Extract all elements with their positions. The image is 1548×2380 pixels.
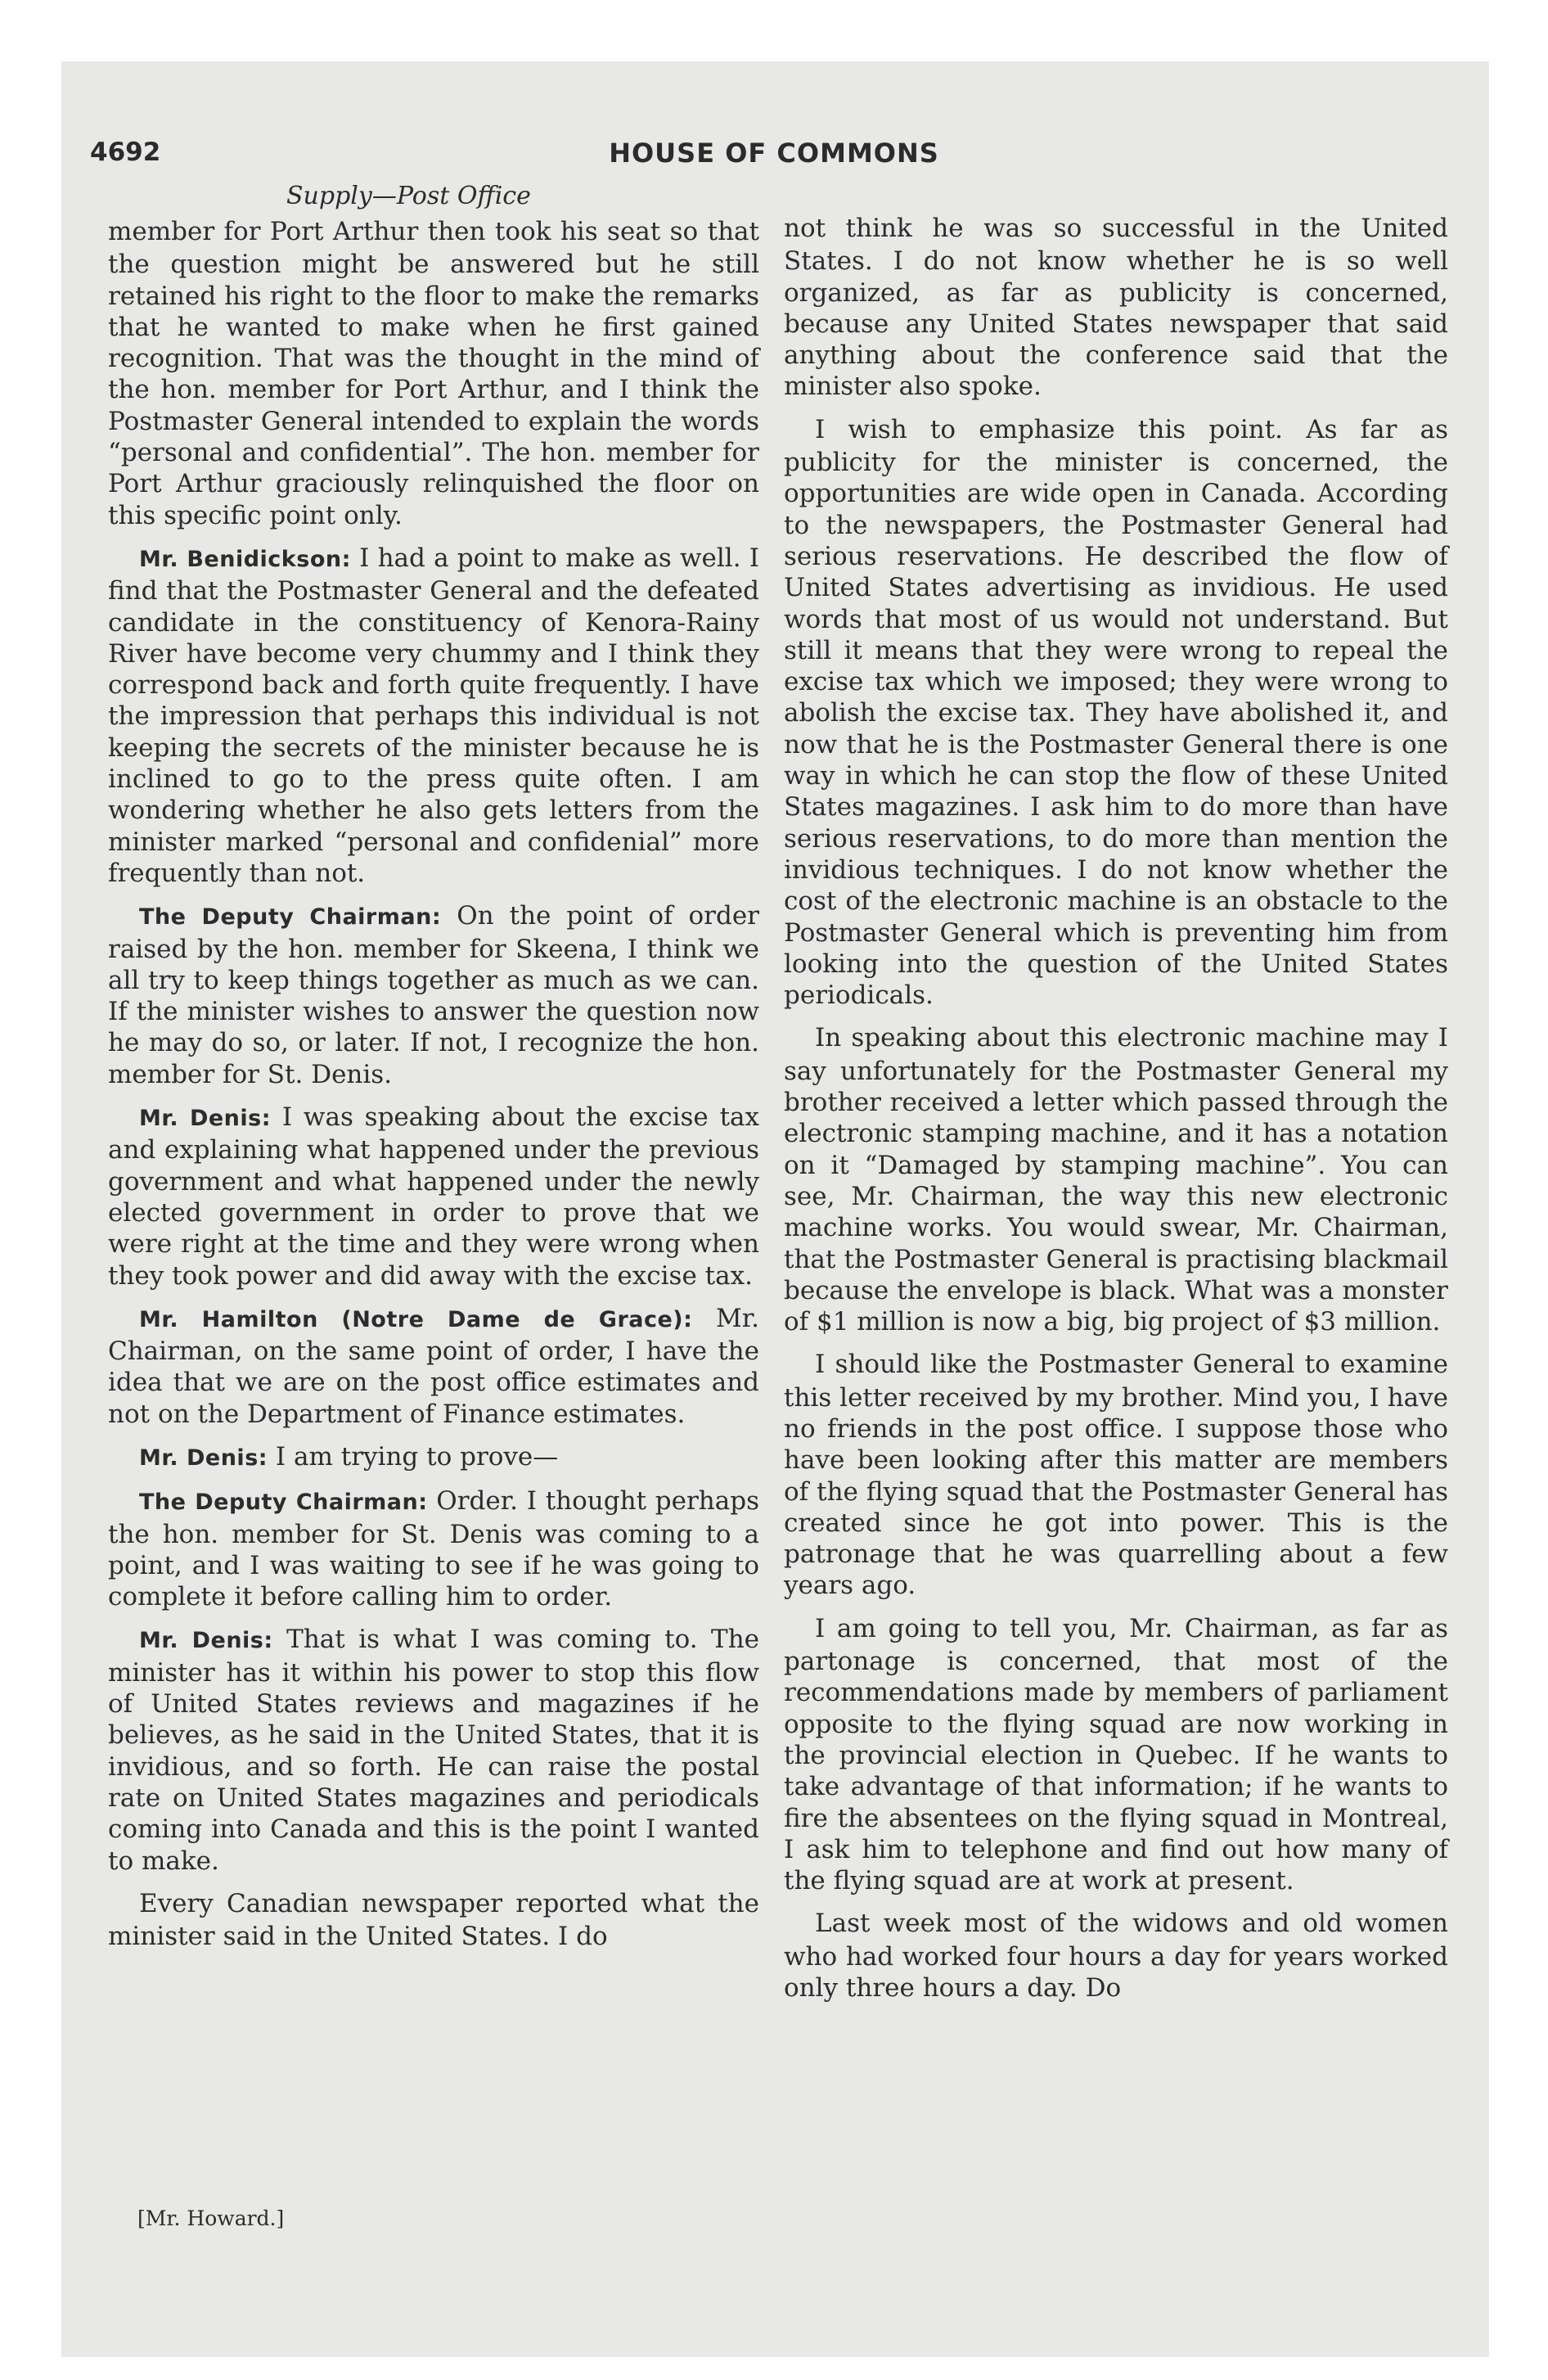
paragraph-text: I was speaking about the excise tax and explaining what happened under the previous government and what happened under the newly elected government in order to prove that we were right at the time and they were wrong when they took power and did away with the excise tax. xyxy=(108,1102,759,1291)
running-head: HOUSE OF COMMONS xyxy=(609,137,939,169)
paragraph-text: On the point of order raised by the hon. member for Skeena, I think we all try to keep things together as much as we can. If the minister wishes to answer the question now he may do so, or later. If not, I recognize the hon. member for St. Denis. xyxy=(108,901,760,1089)
paragraph-text: I should like the Postmaster General to examine this letter received by my brother. Mind you, I have no friends in the post office. I suppose those who have been looking after this matter are members of the flying squad that the Postmaster General has created since he got into power. This is the patronage that he was quarrelling about a few years ago. xyxy=(784,1350,1448,1601)
paragraph-text: I had a point to make as well. I find that the Postmaster General and the defeated candidate in the constituency of Kenora-Rainy River have become very chummy and I think they correspond back and forth quite frequently. I have the impression that perhaps this individual is not keeping the secrets of the minister because he is inclined to go to the press quite often. I am wondering whether he also gets letters from the minister marked “personal and confidenial” more frequently than not. xyxy=(108,543,759,888)
paragraph-text: That is what I was coming to. The minister has it within his power to stop this flow of United States reviews and magazines if he believes, as he said in the United States, that it is invidious, and so forth. He can raise the postal rate on United States magazines and periodicals coming into Canada and this is the point I wanted to make. xyxy=(108,1625,760,1876)
paragraph xyxy=(784,414,1448,1012)
paragraph xyxy=(108,1102,759,1291)
speaker-name: Mr. Denis: xyxy=(139,1628,273,1654)
paragraph-text: Last week most of the widows and old women who had worked four hours a day for years worked only three hours a day. Do xyxy=(784,1909,1448,2004)
paragraph xyxy=(108,1624,759,1876)
paragraph xyxy=(784,1908,1448,2004)
speaker-name: Mr. Denis: xyxy=(139,1445,268,1471)
paragraph-text: not think he was so successful in the United States. I do not know whether he is so well organized, as far as publicity is concerned, because any United States newspaper that said anything about the conference said that the minister also spoke. xyxy=(784,214,1448,402)
speaker-attribution: [Mr. Howard.] xyxy=(137,2206,285,2230)
paragraph xyxy=(108,1485,759,1612)
paragraph xyxy=(108,900,759,1090)
speaker-name: The Deputy Chairman: xyxy=(139,1490,428,1516)
speaker-name: Mr. Hamilton (Notre Dame de Grace): xyxy=(139,1306,693,1332)
paragraph xyxy=(108,543,759,889)
paragraph-text: I am trying to prove— xyxy=(275,1441,559,1472)
paragraph-text: Mr. Chairman, on the same point of order, I have the idea that we are on the post office estimates and not on the Department of Finance estimates. xyxy=(108,1303,759,1429)
right-column xyxy=(784,213,1448,2015)
speaker-name: The Deputy Chairman: xyxy=(139,904,442,931)
paragraph xyxy=(784,1022,1448,1337)
speaker-name: Mr. Denis: xyxy=(139,1106,272,1132)
paragraph xyxy=(108,1441,759,1474)
page-number: 4692 xyxy=(90,137,161,167)
paragraph xyxy=(784,213,1448,403)
speaker-name: Mr. Benidickson: xyxy=(139,546,351,572)
paragraph-text: Every Canadian newspaper reported what the minister said in the United States. I do xyxy=(108,1888,759,1952)
paragraph xyxy=(108,1303,759,1430)
paragraph xyxy=(784,1613,1448,1897)
paragraph-text: member for Port Arthur then took his seat so that the question might be answered but he still retained his right to the floor to make the remarks that he wanted to make when he first gained recognition. That was the thought in the mind of the hon. member for Port Arthur, and I think the Postmaster General intended to explain the words “personal and confidential”. The hon. member for Port Arthur graciously relinquished the floor on this specific point only. xyxy=(108,217,759,530)
paragraph-text: Order. I thought perhaps the hon. member for St. Denis was coming to a point, and I was waiting to see if he was going to complete it before calling him to order. xyxy=(108,1486,759,1612)
paragraph xyxy=(108,216,759,531)
paragraph-text: I wish to emphasize this point. As far as publicity for the minister is concerned, the opportunities are wide open in Canada. According to the newspapers, the Postmaster General had serious reservations. He described the flow of United States advertising as invidious. He used words that most of us would not understand. But still it means that they were wrong to repeal the excise tax which we imposed; they were wrong to abolish the excise tax. They have abolished it, and now that he is the Postmaster General there is one way in which he can stop the flow of these United States magazines. I ask him to do more than have serious reservations, to do more than mention the invidious techniques. I do not know whether the cost of the electronic machine is an obstacle to the Postmaster General which is preventing him from looking into the question of the United States periodicals. xyxy=(784,414,1448,1011)
paragraph xyxy=(784,1349,1448,1601)
paragraph xyxy=(108,1888,759,1953)
section-heading: Supply—Post Office xyxy=(286,182,531,210)
paragraph-text: In speaking about this electronic machine may I say unfortunately for the Postmaster General my brother received a letter which passed through the electronic stamping machine, and it has a notation on it “Damaged by stamping machine”. You can see, Mr. Chairman, the way this new electronic machine works. You would swear, Mr. Chairman, that the Postmaster General is practising blackmail because the envelope is black. What was a monster of $1 million is now a big, big project of $3 million. xyxy=(784,1023,1448,1337)
paragraph-text: I am going to tell you, Mr. Chairman, as far as partonage is concerned, that most of the recommendations made by members of parliament opposite to the flying squad are now working in the provincial election in Quebec. If he wants to take advantage of that information; if he wants to fire the absentees on the flying squad in Montreal, I ask him to telephone and find out how many of the flying squad are at work at present. xyxy=(784,1613,1448,1896)
left-column xyxy=(108,216,759,1963)
